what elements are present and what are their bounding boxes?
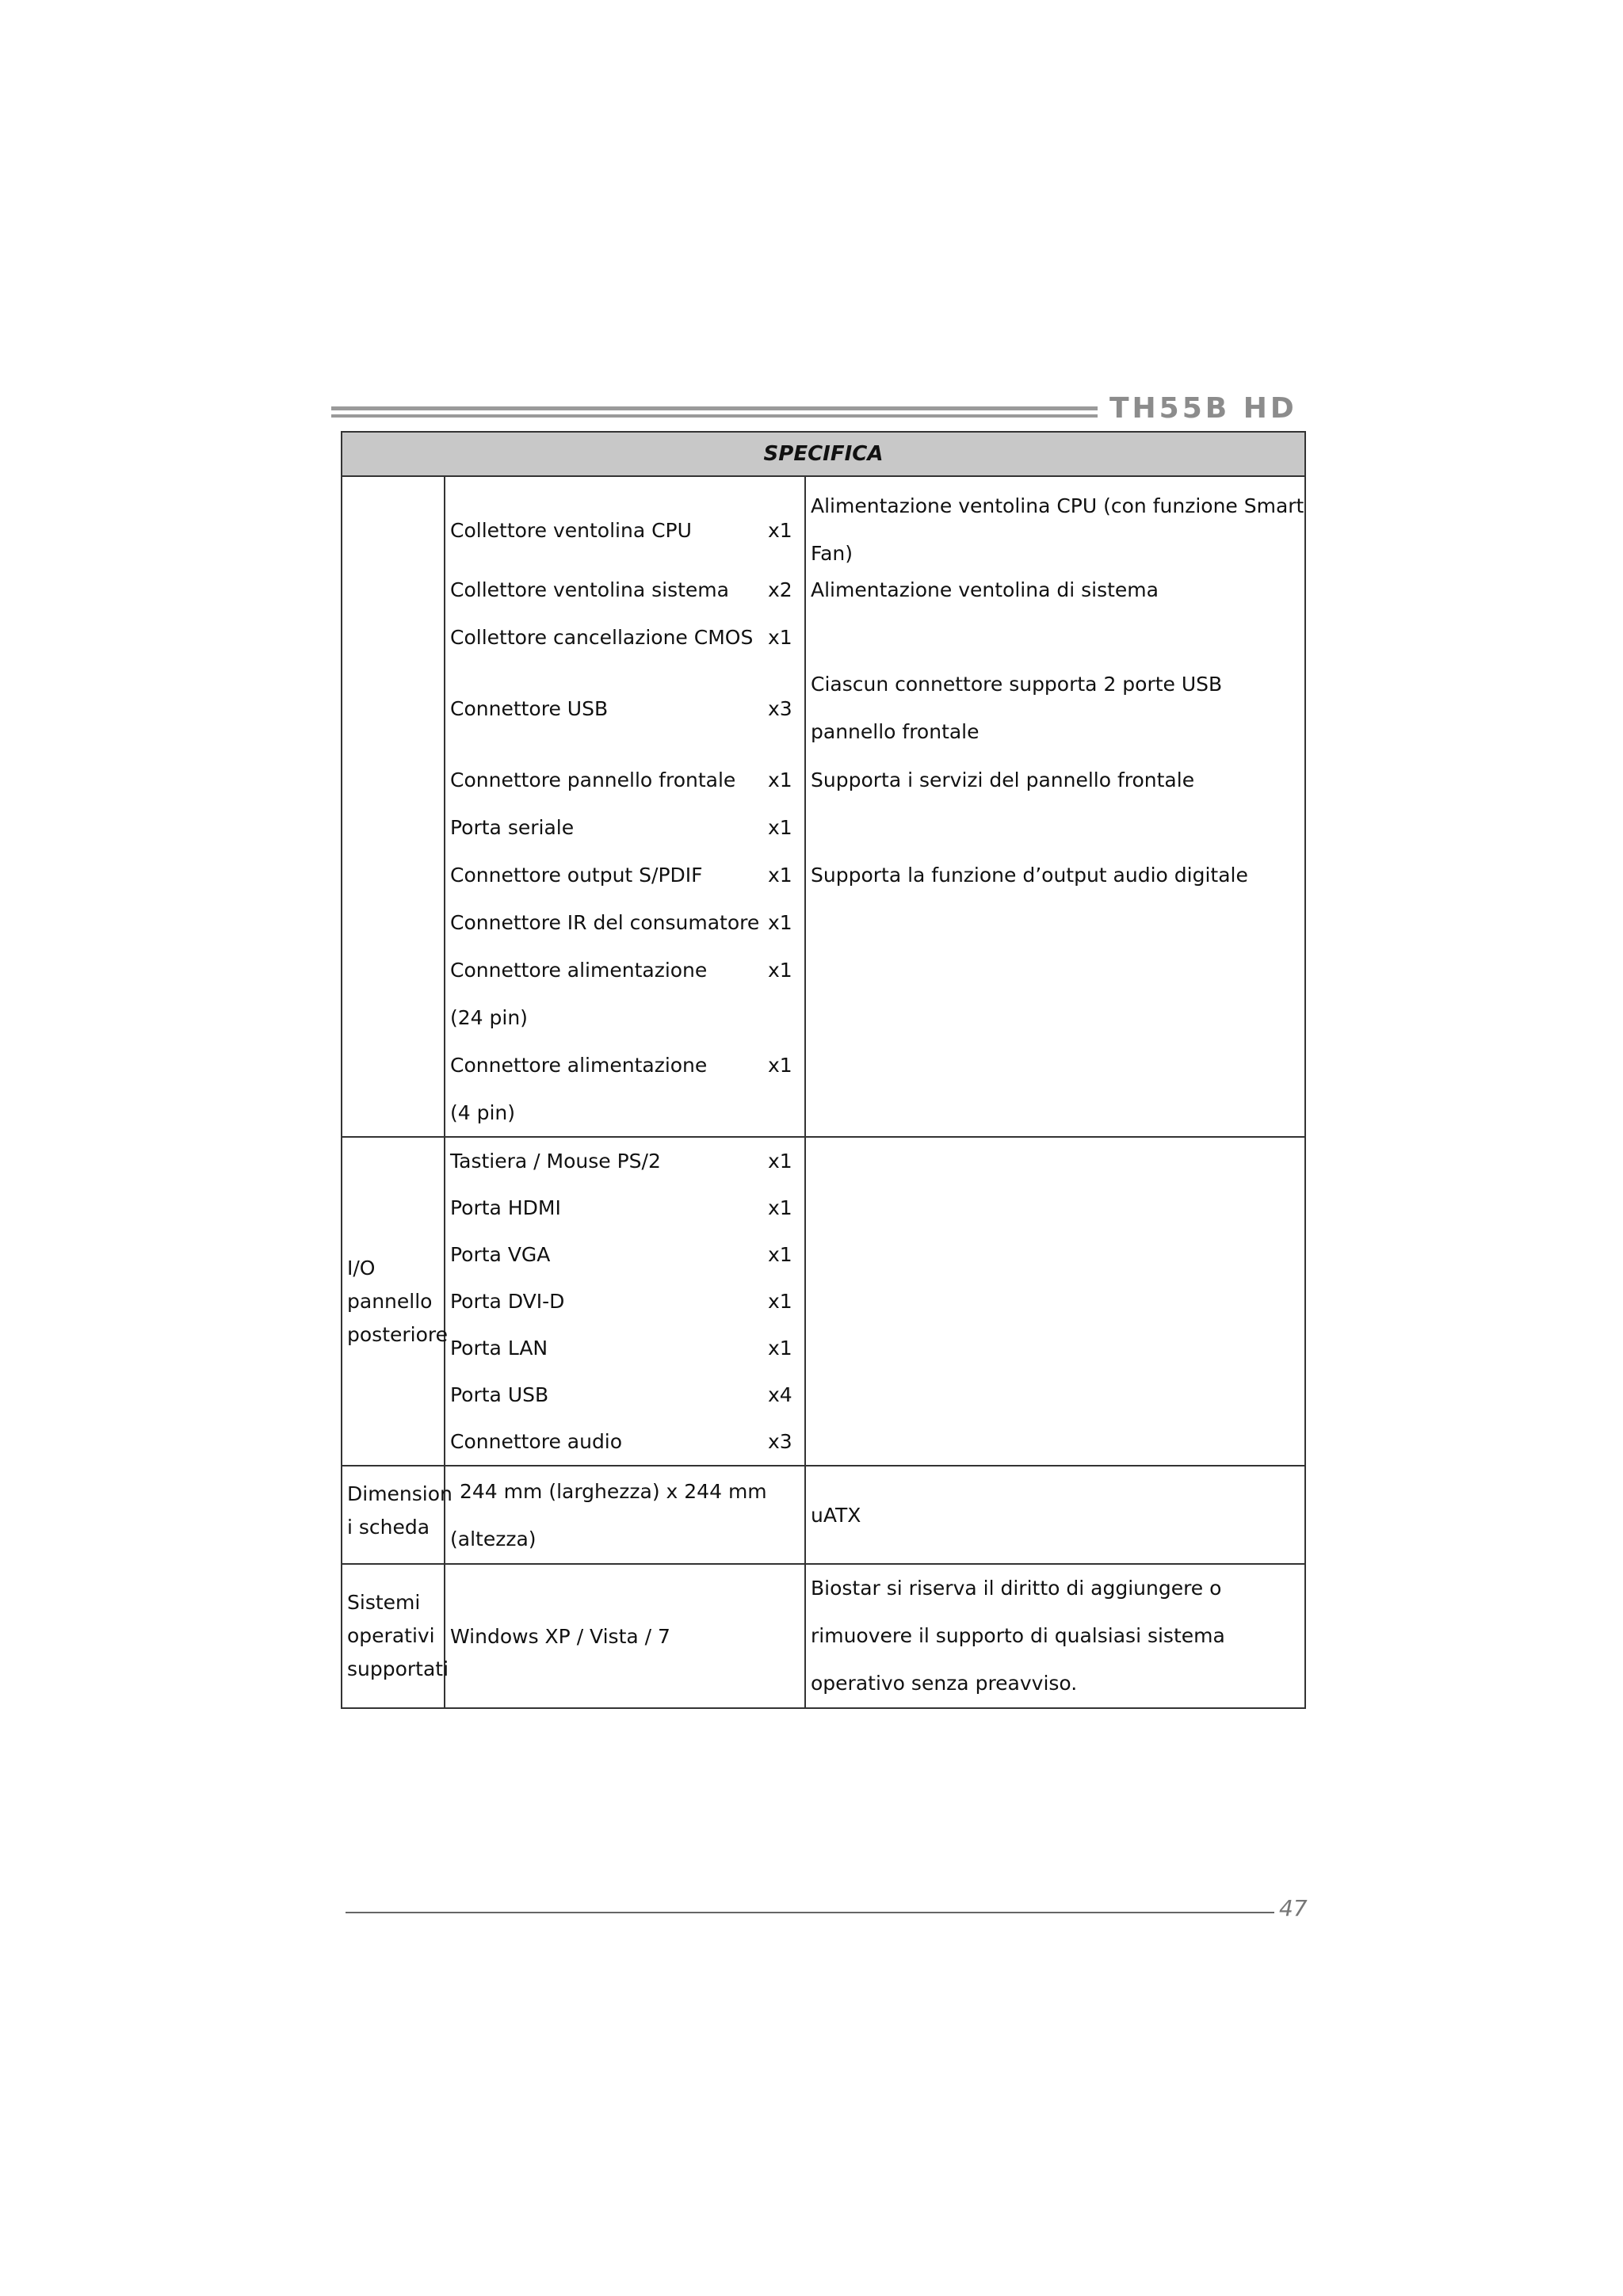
list-item xyxy=(450,494,800,566)
item-qty: x1 xyxy=(768,768,792,791)
item-qty: x1 xyxy=(768,625,792,649)
list-item-continuation xyxy=(450,994,800,1041)
connectors-category xyxy=(342,476,445,1137)
item-qty: x1 xyxy=(768,518,792,542)
item-label: Porta seriale xyxy=(450,815,575,839)
os-section xyxy=(342,1564,1305,1708)
item-qty: x1 xyxy=(768,1290,792,1313)
item-label: Connettore IR del consumatore xyxy=(450,910,760,934)
category-line: I/O xyxy=(347,1256,376,1280)
list-item xyxy=(450,1184,800,1231)
note xyxy=(811,803,1300,851)
os-note xyxy=(805,1564,1305,1708)
category-line: Sistemi xyxy=(347,1591,421,1614)
category-line: Dimension xyxy=(347,1482,453,1505)
item-label: Connettore USB xyxy=(450,696,609,720)
page-number: 47 xyxy=(1279,1895,1308,1921)
item-qty: x1 xyxy=(768,1150,792,1173)
item-label: Connettore alimentazione xyxy=(450,958,708,982)
io-section xyxy=(342,1137,1305,1466)
item-qty: x1 xyxy=(768,1337,792,1360)
list-item xyxy=(450,1418,800,1465)
header-rule-top xyxy=(331,406,1098,410)
note xyxy=(811,494,1304,566)
note xyxy=(811,851,1300,898)
os-category xyxy=(342,1564,449,1708)
item-qty: x3 xyxy=(768,1430,792,1453)
item-label: Porta VGA xyxy=(450,1243,551,1266)
list-item xyxy=(450,661,800,756)
category-line: supportati xyxy=(347,1657,449,1680)
item-label: Collettore ventolina CPU xyxy=(450,518,692,542)
item-qty: x1 xyxy=(768,815,792,839)
list-item xyxy=(450,1278,800,1325)
item-label: Connettore pannello frontale xyxy=(450,768,736,791)
spec-table-title: SPECIFICA xyxy=(342,432,1305,476)
note-line: operativo senza preavviso. xyxy=(811,1672,1078,1695)
note-line: Ciascun connettore supporta 2 porte USB xyxy=(811,673,1223,696)
dimension-line: 244 mm (larghezza) x 244 mm xyxy=(460,1480,767,1503)
item-qty: x1 xyxy=(768,910,792,934)
item-label: Tastiera / Mouse PS/2 xyxy=(450,1150,661,1173)
list-item xyxy=(450,566,800,613)
spec-table xyxy=(341,431,1306,1709)
list-item xyxy=(450,1041,800,1089)
connectors-labels xyxy=(445,476,805,1137)
list-item-continuation xyxy=(450,1089,800,1136)
item-qty: x2 xyxy=(768,578,792,601)
list-item xyxy=(450,1138,800,1184)
item-qty: x1 xyxy=(768,1243,792,1266)
io-labels xyxy=(445,1137,805,1466)
note xyxy=(811,661,1300,756)
list-item xyxy=(450,756,800,803)
item-label: Collettore cancellazione CMOS xyxy=(450,625,754,649)
list-item xyxy=(450,1325,800,1371)
item-qty: x1 xyxy=(768,1053,792,1077)
model-title: TH55B HD xyxy=(1109,392,1297,425)
note-line: pannello frontale xyxy=(811,720,980,743)
note-line: Alimentazione ventolina CPU (con funzione Smart xyxy=(811,494,1304,517)
list-item xyxy=(450,851,800,898)
item-qty: x3 xyxy=(768,696,792,720)
category-line: pannello xyxy=(347,1289,433,1313)
category-line: operativi xyxy=(347,1624,435,1647)
item-qty: x4 xyxy=(768,1383,792,1406)
list-item xyxy=(450,898,800,946)
os-list: Windows XP / Vista / 7 xyxy=(450,1624,670,1648)
note xyxy=(811,613,1300,661)
footer-rule xyxy=(346,1912,1274,1913)
dimensions-value xyxy=(445,1466,805,1564)
list-item xyxy=(450,613,800,661)
note-line: Supporta i servizi del pannello frontale xyxy=(811,768,1195,791)
item-label: Collettore ventolina sistema xyxy=(450,578,729,601)
list-item xyxy=(450,1371,800,1418)
item-qty: x1 xyxy=(768,1196,792,1219)
dimensions-section xyxy=(342,1466,1305,1564)
note-line: rimuovere il supporto di qualsiasi sistema xyxy=(811,1624,1225,1647)
item-qty: x1 xyxy=(768,863,792,887)
note-line: Fan) xyxy=(811,542,854,565)
item-label: (4 pin) xyxy=(450,1100,516,1124)
item-qty: x1 xyxy=(768,958,792,982)
item-label: Porta USB xyxy=(450,1383,549,1406)
list-item xyxy=(450,803,800,851)
item-label: Porta LAN xyxy=(450,1337,548,1360)
dimensions-category xyxy=(342,1466,453,1564)
item-label: Connettore audio xyxy=(450,1430,623,1453)
note xyxy=(811,756,1300,803)
item-label: Porta HDMI xyxy=(450,1196,561,1219)
header-rule-bottom xyxy=(331,414,1098,418)
dimension-line: (altezza) xyxy=(450,1527,537,1550)
list-item xyxy=(450,946,800,994)
item-label: Connettore output S/PDIF xyxy=(450,863,703,887)
note-line: Alimentazione ventolina di sistema xyxy=(811,578,1159,601)
connectors-notes xyxy=(805,476,1305,1137)
connectors-section xyxy=(342,476,1305,1137)
category-line: i scheda xyxy=(347,1516,430,1539)
item-label: Connettore alimentazione xyxy=(450,1053,708,1077)
list-item xyxy=(450,1231,800,1278)
item-label: Porta DVI-D xyxy=(450,1290,565,1313)
category-line: posteriore xyxy=(347,1322,449,1346)
note-line: Supporta la funzione d’output audio digitale xyxy=(811,863,1248,887)
note-line: Biostar si riserva il diritto di aggiungere o xyxy=(811,1577,1222,1600)
io-category xyxy=(342,1137,449,1466)
io-notes xyxy=(805,1137,1305,1466)
dimensions-note xyxy=(805,1466,1305,1564)
item-label: (24 pin) xyxy=(450,1005,528,1029)
form-factor: uATX xyxy=(811,1503,861,1527)
os-value xyxy=(445,1564,805,1708)
